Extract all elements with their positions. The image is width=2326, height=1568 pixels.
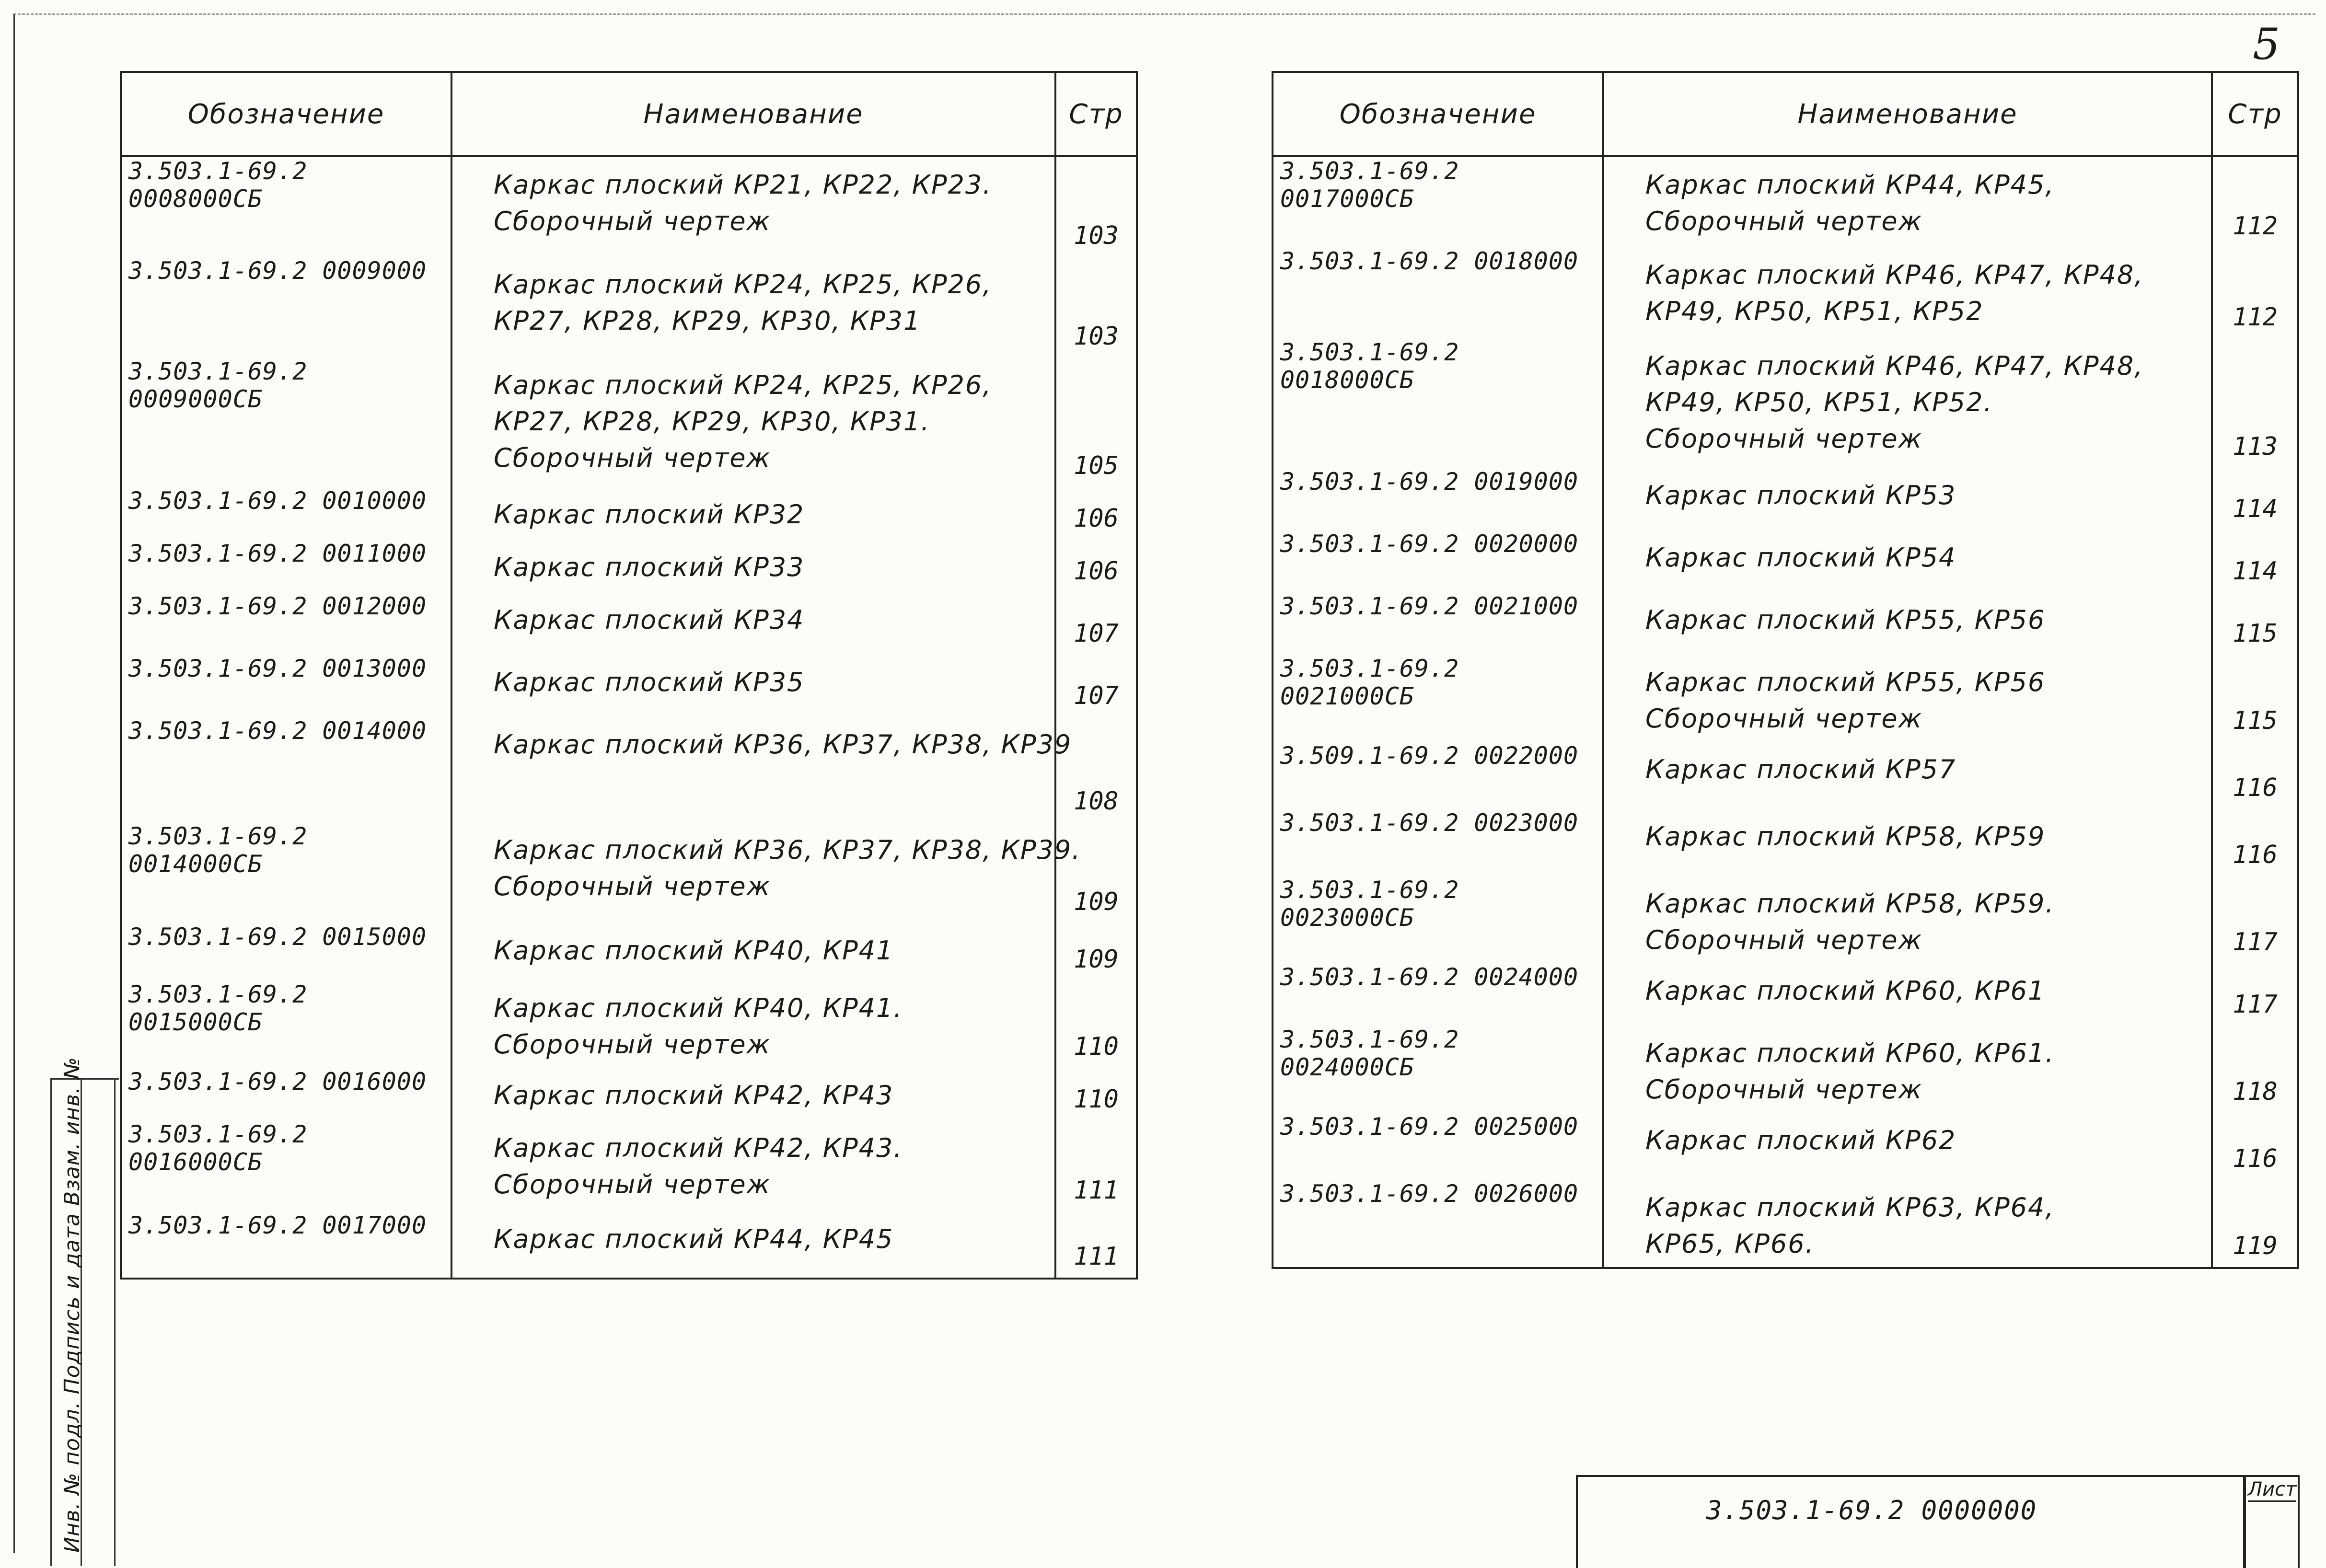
row-designation: 3.503.1-69.2 0009000СБ	[121, 357, 451, 487]
table-row	[1273, 530, 2298, 592]
row-designation: 3.509.1-69.2 0022000	[1273, 742, 1603, 809]
row-page: 119	[2212, 1180, 2298, 1268]
page-number: 5	[2253, 19, 2280, 69]
table-row	[1273, 655, 2298, 742]
table-row	[121, 1068, 1137, 1120]
row-name-line: КР65, КР66.	[1645, 1229, 1815, 1259]
table-row	[1273, 592, 2298, 655]
table-row	[121, 717, 1137, 822]
row-designation: 3.503.1-69.2 0024000СБ	[1273, 1026, 1603, 1113]
table-row	[121, 1211, 1137, 1279]
row-name-line: Сборочный чертеж	[494, 1169, 771, 1199]
row-page: 115	[2212, 655, 2298, 742]
table-row	[1273, 1180, 2298, 1268]
row-designation: 3.503.1-69.2 0017000СБ	[1273, 156, 1603, 247]
table-row	[1273, 247, 2298, 338]
row-page: 114	[2212, 530, 2298, 592]
table-row	[1273, 338, 2298, 468]
row-name-line: Сборочный чертеж	[1645, 925, 1923, 955]
table-row	[1273, 963, 2298, 1026]
row-name-line: Каркас плоский КР21, КР22, КР23.	[494, 170, 992, 200]
row-name-line: Каркас плоский КР55, КР56	[1645, 605, 2046, 635]
table-row	[121, 357, 1137, 487]
row-name	[451, 357, 1055, 487]
row-name	[1603, 876, 2212, 963]
row-name	[1603, 156, 2212, 247]
table-row	[1273, 1026, 2298, 1113]
row-name	[451, 655, 1055, 717]
header-designation: Обозначение	[121, 72, 451, 156]
table-row	[121, 592, 1137, 655]
table-header-row	[1273, 72, 2298, 156]
row-name-line: Каркас плоский КР63, КР64,	[1645, 1192, 2055, 1222]
row-name-line: КР27, КР28, КР29, КР30, КР31.	[494, 406, 930, 437]
table-row	[1273, 809, 2298, 876]
table-row	[1273, 876, 2298, 963]
row-name-line: Каркас плоский КР44, КР45,	[1645, 170, 2055, 200]
row-name-line: КР27, КР28, КР29, КР30, КР31	[494, 306, 921, 336]
row-designation: 3.503.1-69.2 0013000	[121, 655, 451, 717]
row-name	[451, 717, 1072, 822]
row-name	[451, 980, 1055, 1068]
row-designation: 3.503.1-69.2 0014000	[121, 717, 451, 822]
row-designation: 3.503.1-69.2 0012000	[121, 592, 451, 655]
row-designation: 3.503.1-69.2 0017000	[121, 1211, 451, 1279]
row-name-line: Каркас плоский КР24, КР25, КР26,	[494, 370, 992, 400]
row-page: 106	[1055, 487, 1137, 540]
row-name	[1603, 468, 2212, 530]
row-name	[1603, 1026, 2212, 1113]
row-designation: 3.503.1-69.2 0016000СБ	[121, 1120, 451, 1211]
row-name-line: Сборочный чертеж	[1645, 1074, 1923, 1105]
table-row	[121, 257, 1137, 357]
row-name	[451, 1120, 1055, 1211]
document-designation: 3.503.1-69.2 0000000	[1706, 1495, 2037, 1525]
row-page: 112	[2212, 247, 2298, 338]
row-page: 108	[1055, 717, 1137, 822]
table-row	[121, 540, 1137, 592]
row-page: 107	[1055, 655, 1137, 717]
row-name-line: Каркас плоский КР33	[494, 552, 805, 582]
row-name	[451, 487, 1055, 540]
row-name-line: Каркас плоский КР60, КР61	[1645, 976, 2046, 1006]
row-name	[451, 540, 1055, 592]
row-name-line: Каркас плоский КР60, КР61.	[1645, 1038, 2055, 1068]
row-designation: 3.503.1-69.2 0015000СБ	[121, 980, 451, 1068]
row-designation: 3.503.1-69.2 0016000	[121, 1068, 451, 1120]
table-row	[121, 487, 1137, 540]
row-name	[1603, 592, 2212, 655]
row-name-line: Каркас плоский КР55, КР56	[1645, 667, 2046, 697]
row-name	[1603, 1180, 2212, 1268]
row-page: 116	[2212, 809, 2298, 876]
row-name-line: КР49, КР50, КР51, КР52.	[1645, 387, 1993, 417]
row-designation: 3.503.1-69.2 0024000	[1273, 963, 1603, 1026]
table-row	[1273, 742, 2298, 809]
row-name-line: Каркас плоский КР57	[1645, 754, 1956, 784]
row-designation: 3.503.1-69.2 0018000СБ	[1273, 338, 1603, 468]
row-name	[451, 592, 1055, 655]
row-designation: 3.503.1-69.2 0010000	[121, 487, 451, 540]
row-designation: 3.503.1-69.2 0009000	[121, 257, 451, 357]
row-page: 103	[1055, 156, 1137, 257]
row-name	[451, 1068, 1055, 1120]
table-row	[1273, 1113, 2298, 1180]
row-name-line: Каркас плоский КР46, КР47, КР48,	[1645, 351, 2144, 381]
row-name	[1603, 742, 2212, 809]
row-page: 110	[1055, 1068, 1137, 1120]
table-row	[1273, 468, 2298, 530]
row-designation: 3.503.1-69.2 0018000	[1273, 247, 1603, 338]
row-page: 109	[1055, 923, 1137, 980]
row-name	[1603, 1113, 2212, 1180]
row-name-line: Каркас плоский КР42, КР43	[494, 1080, 894, 1110]
row-name-line: Сборочный чертеж	[494, 1029, 771, 1060]
row-name	[451, 923, 1055, 980]
table-row	[1273, 156, 2298, 247]
row-name	[451, 1211, 1055, 1279]
row-page: 111	[1055, 1120, 1137, 1211]
index-table-right	[1272, 71, 2299, 1269]
row-name	[451, 822, 1081, 923]
row-name	[451, 156, 1055, 257]
row-name-line: Каркас плоский КР36, КР37, КР38, КР39.	[494, 835, 1081, 865]
index-table-left	[120, 71, 1138, 1280]
row-name-line: Каркас плоский КР40, КР41.	[494, 993, 903, 1023]
row-page: 116	[2212, 1113, 2298, 1180]
row-name-line: Сборочный чертеж	[1645, 424, 1923, 454]
side-stamp-label: Инв. № подл. Подпись и дата Взам. инв. №	[60, 1057, 84, 1553]
row-name-line: Каркас плоский КР34	[494, 605, 805, 635]
table-header-row	[121, 72, 1137, 156]
header-designation: Обозначение	[1273, 72, 1603, 156]
row-name-line: Сборочный чертеж	[1645, 703, 1923, 734]
row-name-line: Сборочный чертеж	[494, 206, 771, 236]
row-page: 114	[2212, 468, 2298, 530]
sheet-label: Лист	[2248, 1478, 2296, 1502]
row-designation: 3.503.1-69.2 0023000СБ	[1273, 876, 1603, 963]
row-page: 111	[1055, 1211, 1137, 1279]
row-name	[1603, 655, 2212, 742]
row-page: 118	[2212, 1026, 2298, 1113]
row-page: 103	[1055, 257, 1137, 357]
row-name-line: Сборочный чертеж	[494, 443, 771, 473]
row-page: 109	[1055, 822, 1137, 923]
row-page: 113	[2212, 338, 2298, 468]
row-name-line: Каркас плоский КР40, КР41	[494, 935, 894, 966]
header-page: Стр	[2212, 72, 2298, 156]
row-designation: 3.503.1-69.2 0025000	[1273, 1113, 1603, 1180]
table-row	[121, 156, 1137, 257]
row-page: 117	[2212, 963, 2298, 1026]
header-name: Наименование	[1603, 72, 2212, 156]
row-page: 110	[1055, 980, 1137, 1068]
row-name-line: Каркас плоский КР24, КР25, КР26,	[494, 269, 992, 300]
row-designation: 3.503.1-69.2 0011000	[121, 540, 451, 592]
row-page: 115	[2212, 592, 2298, 655]
row-name-line: Каркас плоский КР46, КР47, КР48,	[1645, 260, 2144, 290]
row-name-line: КР49, КР50, КР51, КР52	[1645, 296, 1984, 326]
row-designation: 3.503.1-69.2 0014000СБ	[121, 822, 451, 923]
table-row	[121, 1120, 1137, 1211]
header-page: Стр	[1055, 72, 1137, 156]
row-name-line: Каркас плоский КР36, КР37, КР38, КР39	[494, 729, 1072, 760]
row-name-line: Сборочный чертеж	[1645, 206, 1923, 236]
row-name-line: Сборочный чертеж	[494, 871, 771, 901]
row-name-line: Каркас плоский КР62	[1645, 1125, 1956, 1155]
table-row	[121, 980, 1137, 1068]
row-designation: 3.503.1-69.2 0021000СБ	[1273, 655, 1603, 742]
row-designation: 3.503.1-69.2 0008000СБ	[121, 156, 451, 257]
row-page: 116	[2212, 742, 2298, 809]
row-name-line: Каркас плоский КР54	[1645, 542, 1956, 573]
row-name	[1603, 963, 2212, 1026]
row-name	[1603, 247, 2212, 338]
row-page: 117	[2212, 876, 2298, 963]
row-designation: 3.503.1-69.2 0015000	[121, 923, 451, 980]
row-name-line: Каркас плоский КР53	[1645, 480, 1956, 510]
row-page: 105	[1055, 357, 1137, 487]
row-designation: 3.503.1-69.2 0023000	[1273, 809, 1603, 876]
row-designation: 3.503.1-69.2 0026000	[1273, 1180, 1603, 1268]
row-page: 107	[1055, 592, 1137, 655]
row-name-line: Каркас плоский КР58, КР59.	[1645, 888, 2055, 919]
row-name-line: Каркас плоский КР44, КР45	[494, 1224, 894, 1254]
row-page: 106	[1055, 540, 1137, 592]
row-name-line: Каркас плоский КР35	[494, 667, 805, 697]
row-name-line: Каркас плоский КР32	[494, 499, 805, 530]
row-page: 112	[2212, 156, 2298, 247]
table-row	[121, 923, 1137, 980]
header-name: Наименование	[451, 72, 1055, 156]
row-name-line: Каркас плоский КР42, КР43.	[494, 1133, 903, 1163]
row-designation: 3.503.1-69.2 0019000	[1273, 468, 1603, 530]
row-name-line: Каркас плоский КР58, КР59	[1645, 821, 2046, 852]
row-name	[1603, 338, 2212, 468]
table-row	[121, 822, 1137, 923]
row-name	[451, 257, 1055, 357]
table-row	[121, 655, 1137, 717]
row-name	[1603, 530, 2212, 592]
row-designation: 3.503.1-69.2 0021000	[1273, 592, 1603, 655]
row-name	[1603, 809, 2212, 876]
row-designation: 3.503.1-69.2 0020000	[1273, 530, 1603, 592]
